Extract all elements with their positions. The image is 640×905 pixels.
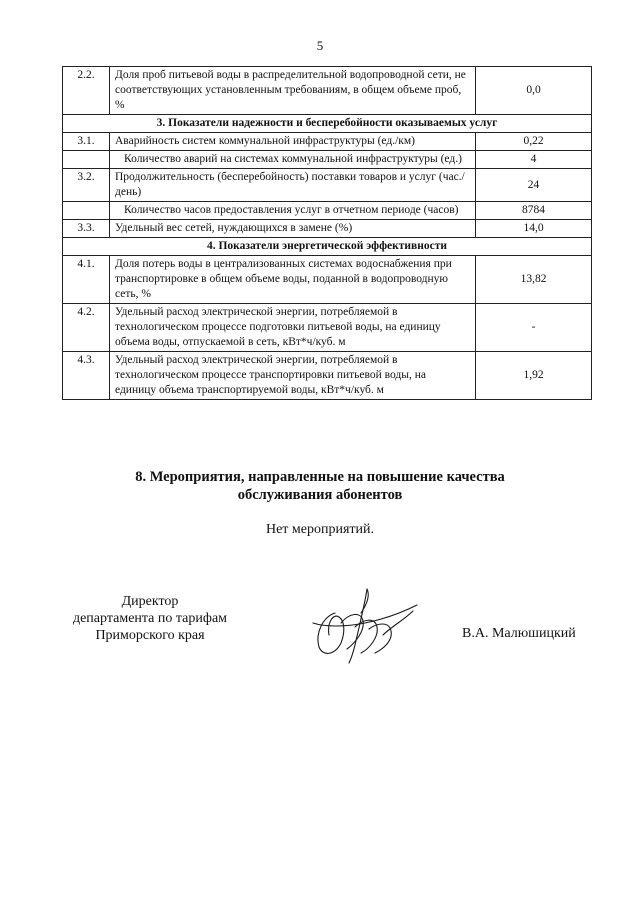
row-number: 4.1. (63, 256, 110, 304)
indicators-table (62, 66, 592, 400)
row-number (63, 202, 110, 220)
table-row (63, 169, 592, 202)
table-row (63, 304, 592, 352)
table-row (63, 256, 592, 304)
indicator-description: Доля проб питьевой воды в распределительной водопроводной сети, не соответствующих установленным требованиям, в общем объеме проб, % (110, 67, 476, 115)
handwritten-signature (305, 583, 425, 668)
indicator-value: 24 (476, 169, 592, 202)
page-number: 5 (316, 38, 324, 53)
section-8-heading-line1: 8. Мероприятия, направленные на повышение качества (135, 469, 505, 485)
table-row (63, 151, 592, 169)
indicator-description: Количество аварий на системах коммунальной инфраструктуры (ед.) (110, 151, 476, 169)
indicator-value: 0,22 (476, 133, 592, 151)
indicators-table-body (63, 67, 592, 400)
table-row (63, 67, 592, 115)
indicator-value: 13,82 (476, 256, 592, 304)
indicator-description: Аварийность систем коммунальной инфраструктуры (ед./км) (110, 133, 476, 151)
row-number: 3.2. (63, 169, 110, 202)
row-number: 4.3. (63, 352, 110, 400)
table-row (63, 133, 592, 151)
row-number: 2.2. (63, 67, 110, 115)
indicator-value: 1,92 (476, 352, 592, 400)
indicator-description: Продолжительность (бесперебойность) поставки товаров и услуг (час./день) (110, 169, 476, 202)
indicator-description: Удельный вес сетей, нуждающихся в замене (%) (110, 220, 476, 238)
indicator-value: - (476, 304, 592, 352)
row-number: 3.1. (63, 133, 110, 151)
row-number: 4.2. (63, 304, 110, 352)
no-measures-text: Нет мероприятий. (265, 522, 375, 537)
signer-name: В.А. Малюшицкий (462, 626, 576, 641)
row-number (63, 151, 110, 169)
indicator-value: 8784 (476, 202, 592, 220)
indicator-description: Удельный расход электрической энергии, потребляемой в технологическом процессе подготовки питьевой воды, на единицу объема воды, отпускаемой в сеть, кВт*ч/куб. м (110, 304, 476, 352)
section-8-heading-line2: обслуживания абонентов (237, 487, 403, 503)
indicator-description: Количество часов предоставления услуг в отчетном периоде (часов) (110, 202, 476, 220)
table-section-header (63, 115, 592, 133)
section-title: 3. Показатели надежности и бесперебойности оказываемых услуг (63, 115, 592, 133)
signer-title (60, 593, 240, 644)
table-section-header (63, 238, 592, 256)
table-row (63, 202, 592, 220)
signer-title-line1: Директор (121, 594, 179, 609)
indicator-value: 4 (476, 151, 592, 169)
table-row (63, 352, 592, 400)
signer-title-line3: Приморского края (95, 628, 205, 643)
indicator-value: 14,0 (476, 220, 592, 238)
table-row (63, 220, 592, 238)
indicator-description: Удельный расход электрической энергии, потребляемой в технологическом процессе транспортировки питьевой воды, на единицу объема транспортируемой воды, кВт*ч/куб. м (110, 352, 476, 400)
indicator-value: 0,0 (476, 67, 592, 115)
indicator-description: Доля потерь воды в централизованных системах водоснабжения при транспортировке в общем объеме воды, поданной в водопроводную сеть, % (110, 256, 476, 304)
row-number: 3.3. (63, 220, 110, 238)
section-title: 4. Показатели энергетической эффективности (63, 238, 592, 256)
section-8-heading (0, 468, 640, 504)
signer-title-line2: департамента по тарифам (72, 611, 228, 626)
